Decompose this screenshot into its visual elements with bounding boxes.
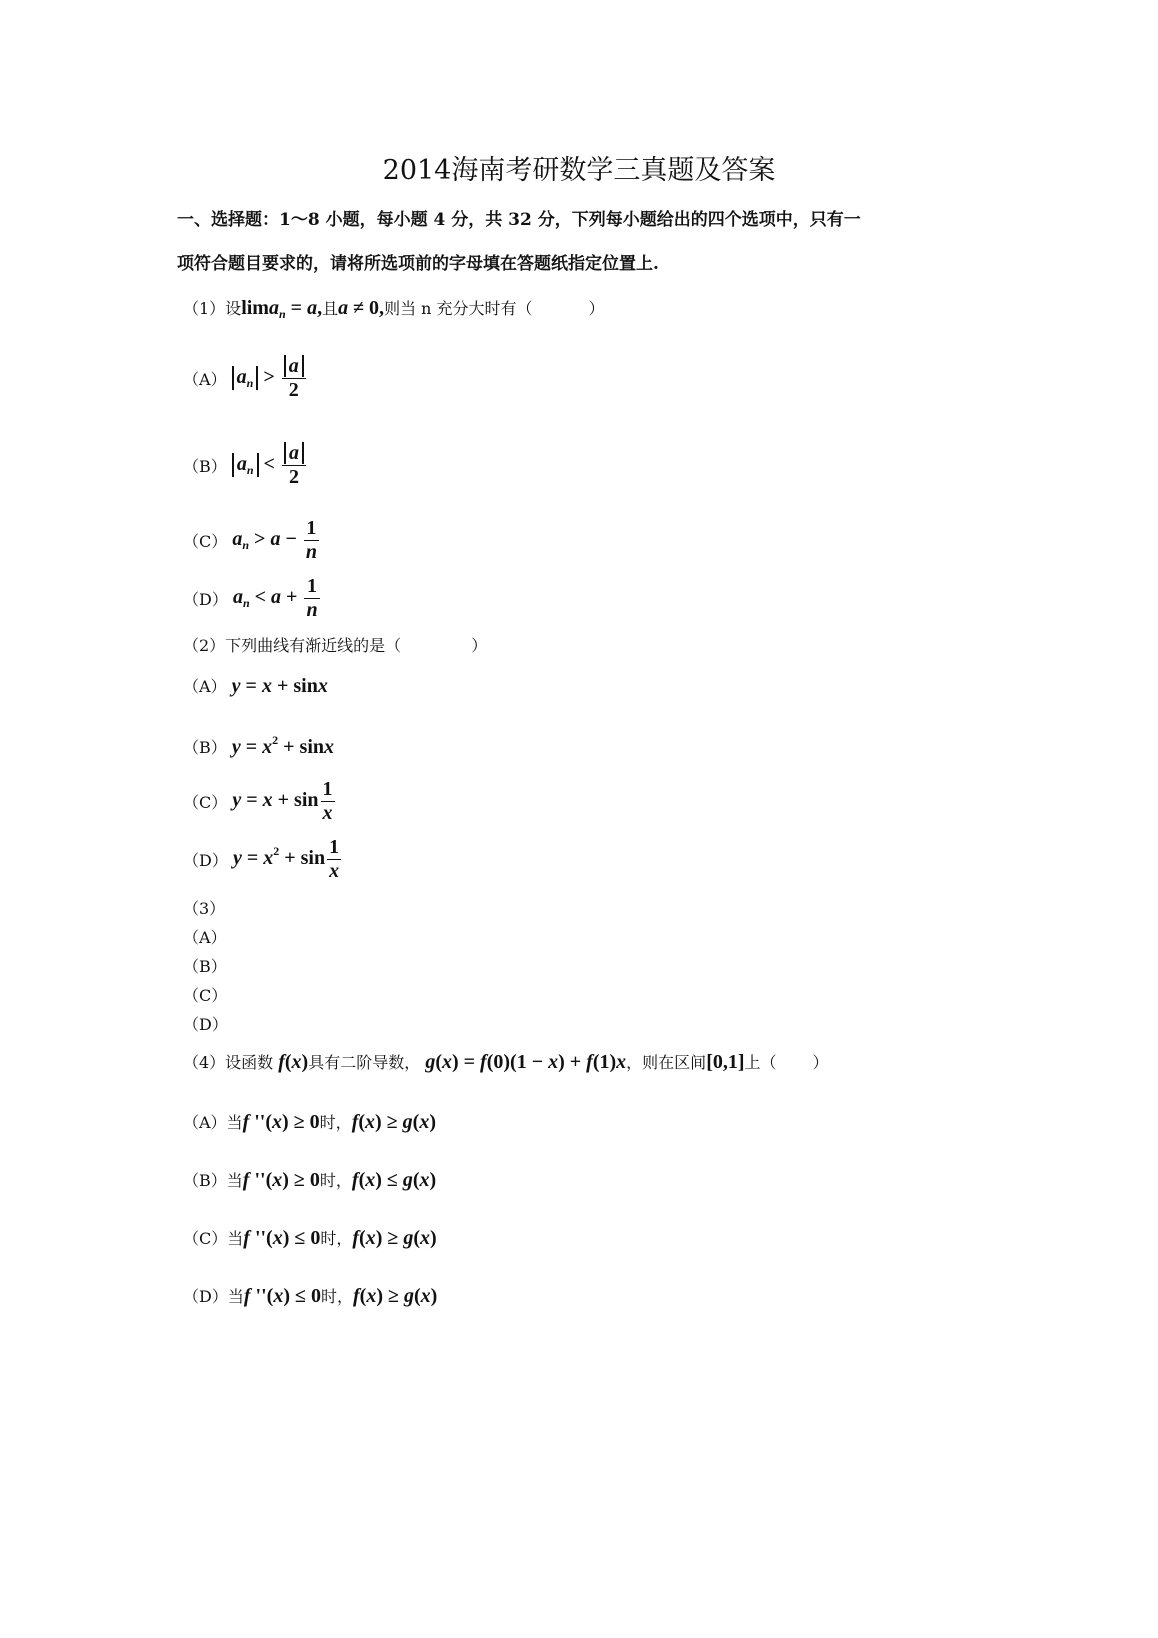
formula-option-1c: $a_n > a$ − $\frac{1}{n}$ [232, 517, 317, 563]
question-1-option-b [183, 442, 308, 489]
formula-a-nonzero: a ≠ 0, [338, 297, 385, 319]
formula-result-4a: f(x) ≥ g(x) [351, 1111, 437, 1133]
formula-gx-definition: g(x) = f(0)(1 − x) + f(1)x [425, 1051, 627, 1073]
option-label: （D） [183, 590, 228, 609]
formula-condition-4c: f ''(x) ≤ 0 [243, 1227, 321, 1249]
text-when: 当 [226, 1171, 243, 1190]
question-3-label: （3） [183, 899, 226, 918]
question-2-option-a [183, 674, 328, 698]
question-1-option-c [183, 517, 321, 564]
formula-option-1d: $a_n < a$ + $\frac{1}{n}$ [232, 575, 318, 621]
formula-option-2c: y = x + sin $\frac{1}{x}$ [232, 778, 333, 824]
question-4-option-d [183, 1284, 437, 1308]
formula-limit: lima$_n$ = a, [241, 297, 323, 321]
formula-option-1a: $a_n$ > $\frac{a}{2}$ [232, 366, 308, 388]
text-time: 时， [319, 1171, 352, 1190]
text-time: 时， [319, 1113, 352, 1132]
question-1-label: （1）设 [183, 299, 242, 318]
question-2-option-b [183, 733, 334, 759]
text-when: 当 [227, 1229, 244, 1248]
question-2-label: （2）下列曲线有渐近线的是（ [183, 636, 402, 655]
question-1-option-a [183, 355, 308, 402]
question-4-text-interval: ，则在区间 [626, 1053, 707, 1072]
question-4-text-deriv: 具有二阶导数， [308, 1053, 421, 1072]
question-1-option-d [183, 575, 322, 622]
formula-result-4c: f(x) ≥ g(x) [352, 1227, 437, 1249]
instructions-line-2: 项符合题目要求的，请将所选项前的字母填在答题纸指定位置上. [177, 254, 659, 274]
page-title: 2014海南考研数学三真题及答案 [382, 155, 776, 186]
option-label: （A） [183, 1113, 227, 1132]
formula-result-4b: f(x) ≤ g(x) [351, 1169, 437, 1191]
question-1-text-and: 且 [322, 299, 339, 318]
option-label: （B） [183, 1171, 227, 1190]
question-4-option-a [183, 1110, 436, 1134]
question-2-stem [183, 633, 487, 656]
formula-option-2b: $y = x^2 + \sin x$ [231, 733, 335, 758]
question-4-option-b [183, 1168, 436, 1192]
question-3-option-c: （C） [183, 986, 228, 1005]
option-label: （B） [183, 738, 227, 757]
option-label: （D） [183, 851, 228, 870]
formula-option-2d: $y = x^2 + \sin$ $\frac{1}{x}$ [232, 836, 340, 882]
formula-option-2a: y = x + sinx [231, 675, 328, 697]
option-label: （C） [183, 532, 228, 551]
option-label: （D） [183, 1287, 228, 1306]
question-4-label: （4）设函数 [183, 1053, 274, 1072]
formula-condition-4a: f ''(x) ≥ 0 [242, 1111, 320, 1133]
formula-fx: f(x) [278, 1051, 309, 1073]
question-4-stem [183, 1050, 829, 1074]
question-2-option-c [183, 778, 337, 825]
text-time: 时， [320, 1229, 353, 1248]
question-1-close-paren: ） [588, 299, 605, 318]
option-label: （B） [183, 457, 227, 476]
instructions-line-1: 一、选择题：1～8 小题，每小题 4 分，共 32 分，下列每小题给出的四个选项中，只有一 [177, 210, 861, 230]
text-when: 当 [226, 1113, 243, 1132]
question-2-option-d [183, 836, 343, 883]
option-label: （C） [183, 793, 228, 812]
question-4-option-c [183, 1226, 437, 1250]
formula-result-4d: f(x) ≥ g(x) [352, 1285, 438, 1307]
formula-interval: [0,1] [706, 1051, 745, 1073]
option-label: （A） [183, 677, 227, 696]
question-2-close-paren: ） [471, 636, 488, 655]
question-3-option-b: （B） [183, 957, 227, 976]
question-4-close-paren: ） [812, 1053, 829, 1072]
formula-option-1b: $a_n$ < $\frac{a}{2}$ [232, 453, 308, 475]
question-3-option-a: （A） [183, 928, 227, 947]
text-when: 当 [227, 1287, 244, 1306]
option-label: （A） [183, 370, 227, 389]
question-3-option-d: （D） [183, 1015, 228, 1034]
formula-condition-4b: f ''(x) ≥ 0 [242, 1169, 320, 1191]
question-4-text-on: 上（ [744, 1053, 777, 1072]
question-1-text-when: 则当 n 充分大时有（ [384, 299, 533, 318]
question-1-stem [183, 296, 605, 322]
option-label: （C） [183, 1229, 228, 1248]
text-time: 时， [320, 1287, 353, 1306]
formula-condition-4d: f ''(x) ≤ 0 [243, 1285, 321, 1307]
